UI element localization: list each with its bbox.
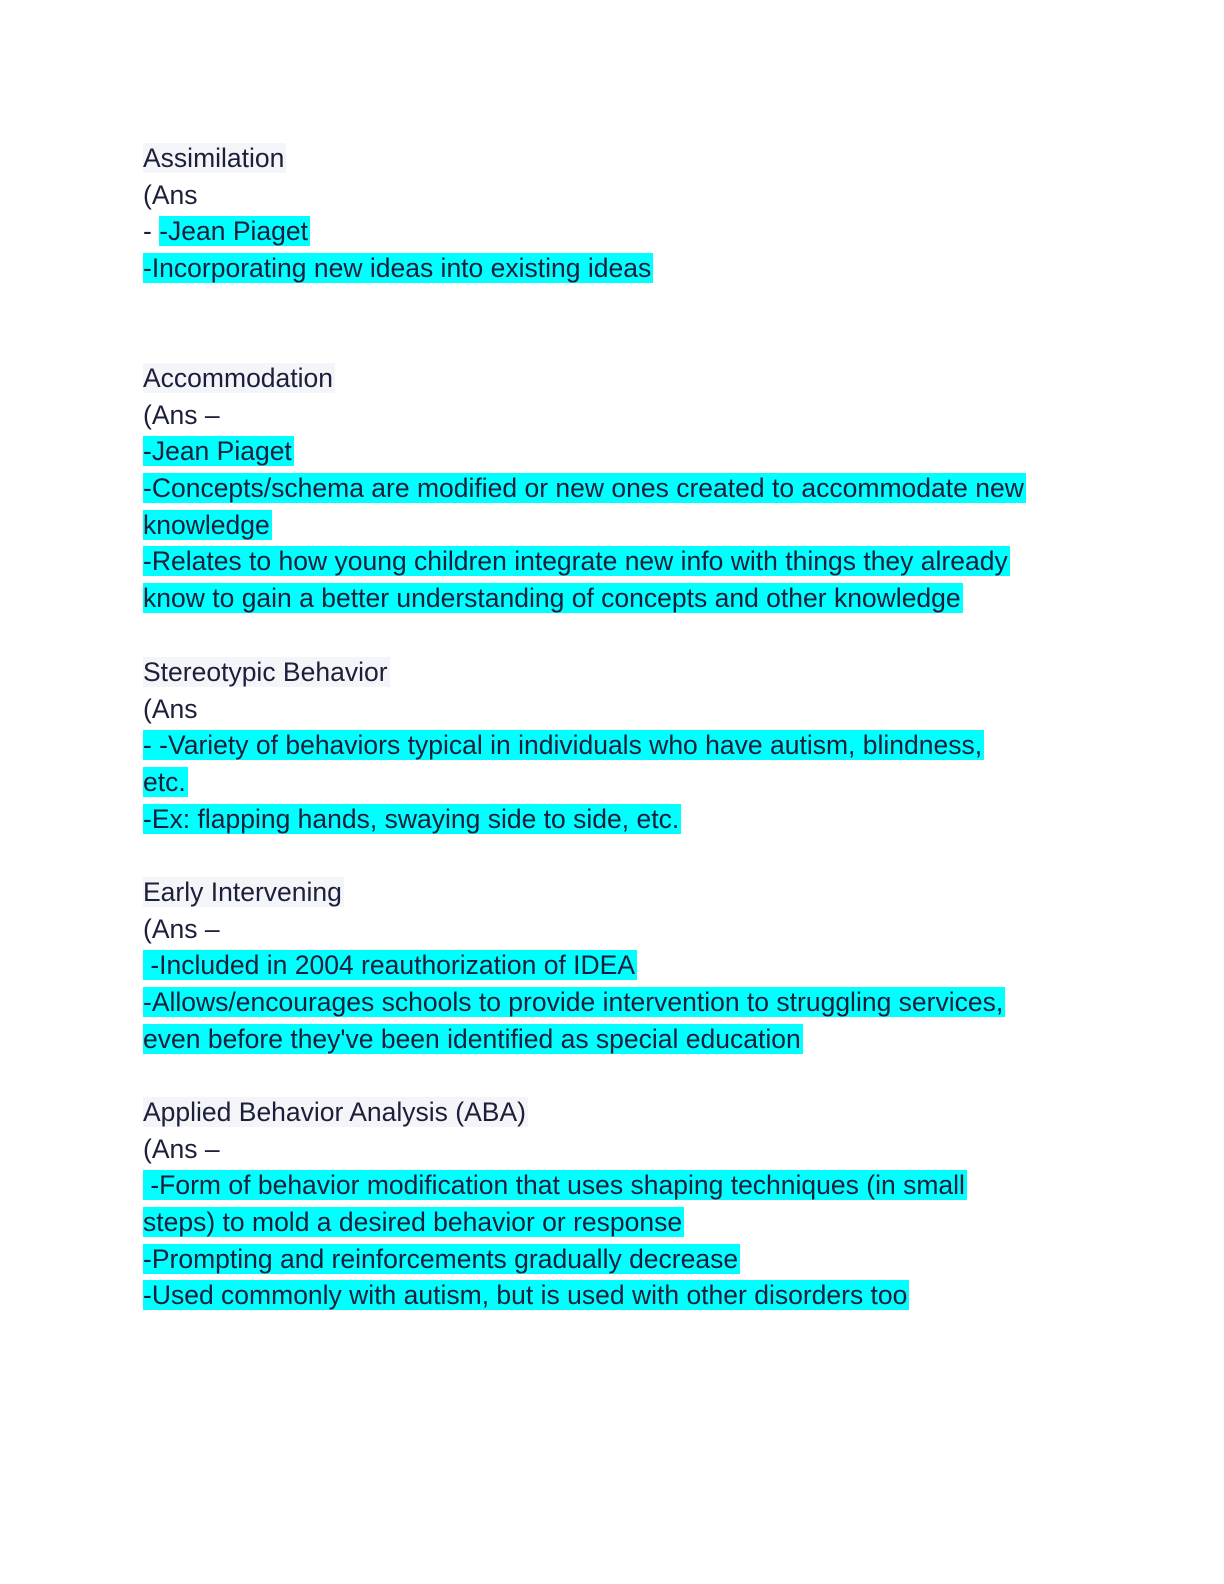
term-line bbox=[143, 140, 1083, 177]
answer-line bbox=[143, 580, 1083, 617]
answer-text: -Used commonly with autism, but is used with other disorders too bbox=[143, 1280, 908, 1311]
answer-line bbox=[143, 1021, 1083, 1058]
ans-line bbox=[143, 1131, 1083, 1168]
ans-label: (Ans – bbox=[143, 399, 220, 430]
answer-text: -Allows/encourages schools to provide intervention to struggling services, bbox=[143, 987, 1004, 1018]
answer-line bbox=[143, 764, 1083, 801]
answer-prefix: - bbox=[143, 216, 160, 247]
answer-text: knowledge bbox=[143, 509, 270, 540]
answer-line bbox=[143, 801, 1083, 838]
answer-line bbox=[143, 1167, 1083, 1204]
ans-line bbox=[143, 397, 1083, 434]
answer-line bbox=[143, 433, 1083, 470]
ans-label: (Ans bbox=[143, 693, 198, 724]
section-applied-behavior-analysis bbox=[143, 1094, 1083, 1314]
term-title: Applied Behavior Analysis (ABA) bbox=[143, 1097, 526, 1127]
answer-line bbox=[143, 1277, 1083, 1314]
answer-line bbox=[143, 1204, 1083, 1241]
answer-text: -Prompting and reinforcements gradually decrease bbox=[143, 1243, 739, 1274]
answer-text: - -Variety of behaviors typical in individuals who have autism, blindness, bbox=[143, 730, 983, 761]
term-title: Accommodation bbox=[143, 363, 334, 393]
answer-text: -Jean Piaget bbox=[143, 436, 292, 467]
section-assimilation bbox=[143, 140, 1083, 287]
answer-line bbox=[143, 470, 1083, 507]
answer-line bbox=[143, 984, 1083, 1021]
answer-text: even before they've been identified as special education bbox=[143, 1023, 801, 1054]
answer-text: -Form of behavior modification that uses shaping techniques (in small bbox=[143, 1170, 965, 1201]
section-stereotypic-behavior bbox=[143, 654, 1083, 837]
term-title: Early Intervening bbox=[143, 877, 342, 907]
answer-text: -Ex: flapping hands, swaying side to side, etc. bbox=[143, 803, 680, 834]
term-line bbox=[143, 360, 1083, 397]
answer-line bbox=[143, 543, 1083, 580]
term-line bbox=[143, 654, 1083, 691]
answer-text: -Concepts/schema are modified or new ones created to accommodate new bbox=[143, 473, 1024, 504]
section-accommodation bbox=[143, 360, 1083, 617]
answer-text: -Included in 2004 reauthorization of IDEA bbox=[143, 950, 636, 981]
answer-text: steps) to mold a desired behavior or response bbox=[143, 1207, 683, 1238]
answer-line bbox=[143, 947, 1083, 984]
answer-text: etc. bbox=[143, 767, 186, 798]
answer-text: -Incorporating new ideas into existing ideas bbox=[143, 253, 652, 284]
answer-text: know to gain a better understanding of concepts and other knowledge bbox=[143, 583, 961, 614]
term-line bbox=[143, 1094, 1083, 1131]
ans-label: (Ans bbox=[143, 179, 198, 210]
ans-label: (Ans – bbox=[143, 1133, 220, 1164]
section-early-intervening bbox=[143, 874, 1083, 1057]
ans-line bbox=[143, 177, 1083, 214]
answer-line bbox=[143, 250, 1083, 287]
answer-text: -Relates to how young children integrate new info with things they already bbox=[143, 546, 1008, 577]
answer-line bbox=[143, 727, 1083, 764]
term-title: Stereotypic Behavior bbox=[143, 657, 388, 687]
ans-label: (Ans – bbox=[143, 913, 220, 944]
answer-text: -Jean Piaget bbox=[159, 216, 308, 247]
ans-line bbox=[143, 911, 1083, 948]
term-line bbox=[143, 874, 1083, 911]
answer-line bbox=[143, 213, 1083, 250]
term-title: Assimilation bbox=[143, 143, 285, 173]
answer-line bbox=[143, 1241, 1083, 1278]
ans-line bbox=[143, 691, 1083, 728]
answer-line bbox=[143, 507, 1083, 544]
